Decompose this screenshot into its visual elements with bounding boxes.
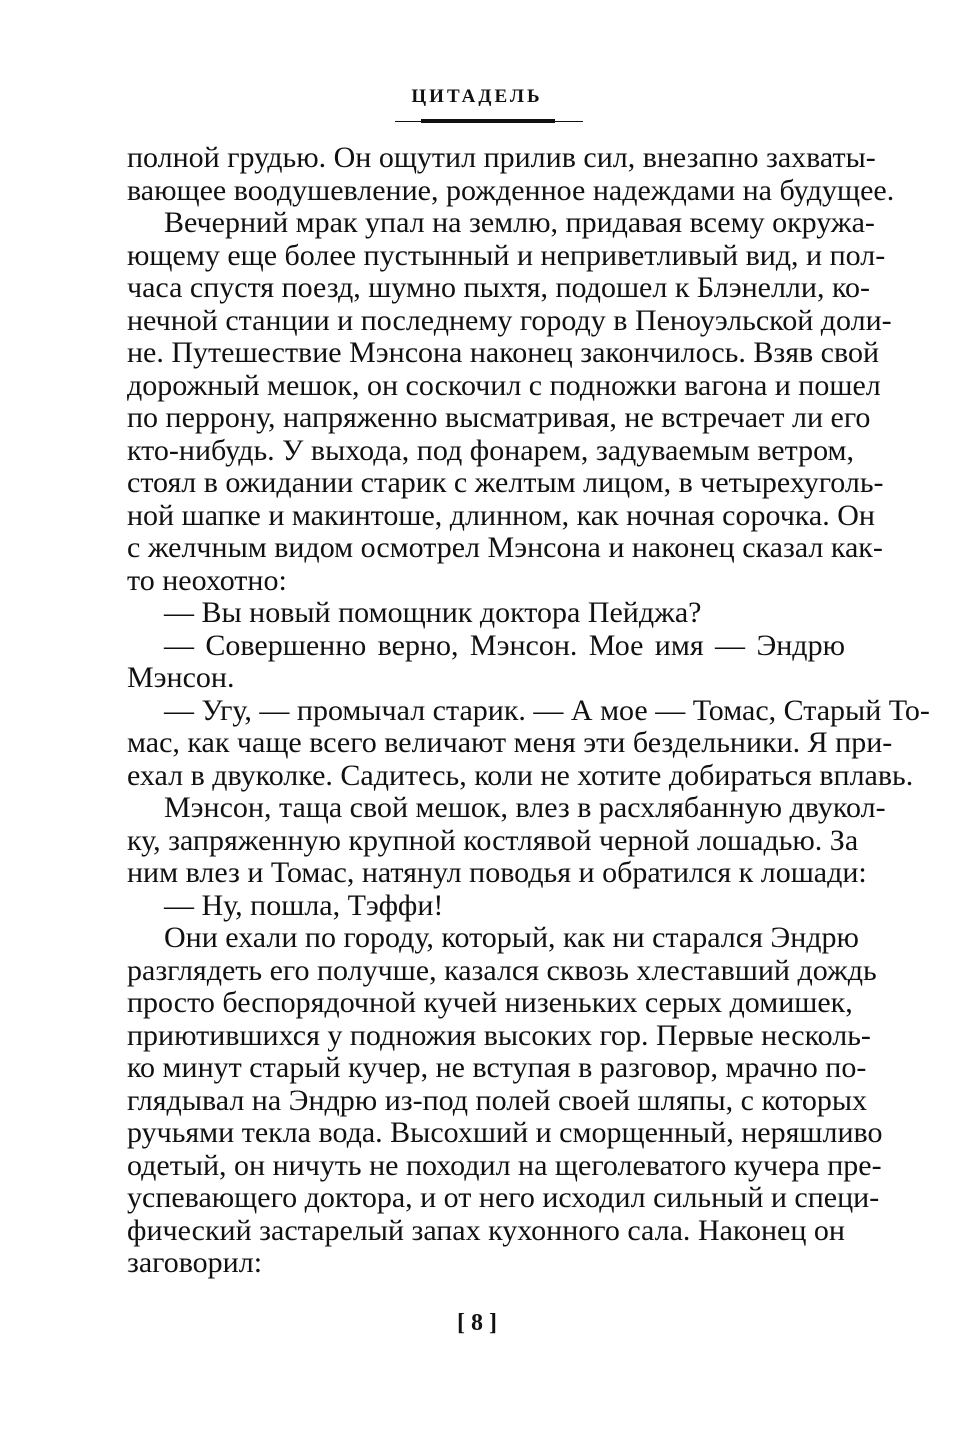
text-line: разглядеть его получше, казался сквозь хлеставший дождь <box>127 953 877 987</box>
text-line: вающее воодушевление, рожденное надеждами на будущее. <box>127 173 895 207</box>
text-line: стоял в ожидании старик с желтым лицом, в четырехуголь- <box>127 466 884 499</box>
text-line: то неохотно: <box>127 563 287 597</box>
text-line: полной грудью. Он ощутил прилив сил, внезапно захваты- <box>127 141 876 174</box>
text-line: — Ну, пошла, Тэффи! <box>164 888 444 922</box>
text-line: просто беспорядочной кучей низеньких серых домишек, <box>127 986 853 1019</box>
text-line: ручьями текла вода. Высохший и сморщенный, неряшливо <box>127 1116 883 1149</box>
text-line: Вечерний мрак упал на землю, придавая всему окружа- <box>164 206 875 239</box>
text-line: нечной станции и последнему городу в Пеноуэльской доли- <box>127 303 892 337</box>
text-line: ехал в двуколке. Садитесь, коли не хотите добираться вплавь. <box>127 758 914 792</box>
text-line: по перрону, напряженно высматривая, не встречает ли его <box>127 401 871 434</box>
text-line: мас, как чаще всего величают меня эти бездельники. Я при- <box>127 726 893 759</box>
text-line: Мэнсон, таща свой мешок, влез в расхлябанную двукол- <box>164 791 886 824</box>
text-line: успевающего доктора, и от него исходил сильный и специ- <box>127 1181 880 1214</box>
text-line: ним влез и Томас, натянул поводья и обратился к лошади: <box>127 856 867 889</box>
text-line: ющему еще более пустынный и неприветливый вид, и пол- <box>127 238 886 272</box>
text-line: Мэнсон. <box>127 661 235 694</box>
text-line: дорожный мешок, он соскочил с подножки вагона и пошел <box>127 368 881 402</box>
text-line: одетый, он ничуть не походил на щеголеватого кучера пре- <box>127 1148 882 1182</box>
page-number: [ 8 ] <box>457 1310 497 1336</box>
text-line: ко минут старый кучер, не вступая в разговор, мрачно по- <box>127 1051 867 1084</box>
text-line: с желчным видом осмотрел Мэнсона и наконец сказал как- <box>127 531 883 564</box>
text-line: ной шапке и макинтоше, длинном, как ночная сорочка. Он <box>127 498 875 532</box>
text-line: кто-нибудь. У выхода, под фонарем, задуваемым ветром, <box>127 433 855 467</box>
text-line: приютившихся у подножия высоких гор. Первые несколь- <box>127 1018 871 1052</box>
body-text <box>127 141 930 1280</box>
text-line: — Вы новый помощник доктора Пейджа? <box>164 596 702 629</box>
running-title: ЦИТАДЕЛЬ <box>411 86 543 107</box>
text-line: Они ехали по городу, который, как ни старался Эндрю <box>164 921 859 954</box>
text-line: — Совершенно верно, Мэнсон. Мое имя — Эндрю <box>164 628 845 662</box>
text-line: заговорил: <box>127 1246 263 1279</box>
text-line: ку, запряженную крупной костлявой черной лошадью. За <box>127 823 859 857</box>
text-line: — Угу, — промычал старик. — А мое — Томас, Старый То- <box>164 693 930 727</box>
text-line: фический застарелый запах кухонного сала. Наконец он <box>127 1213 845 1247</box>
text-line: глядывал на Эндрю из-под полей своей шляпы, с которых <box>127 1083 867 1117</box>
header-rule-accent <box>421 119 555 123</box>
text-line: не. Путешествие Мэнсона наконец закончилось. Взяв свой <box>127 336 880 369</box>
text-line: часа спустя поезд, шумно пыхтя, подошел к Блэнелли, ко- <box>127 271 870 304</box>
